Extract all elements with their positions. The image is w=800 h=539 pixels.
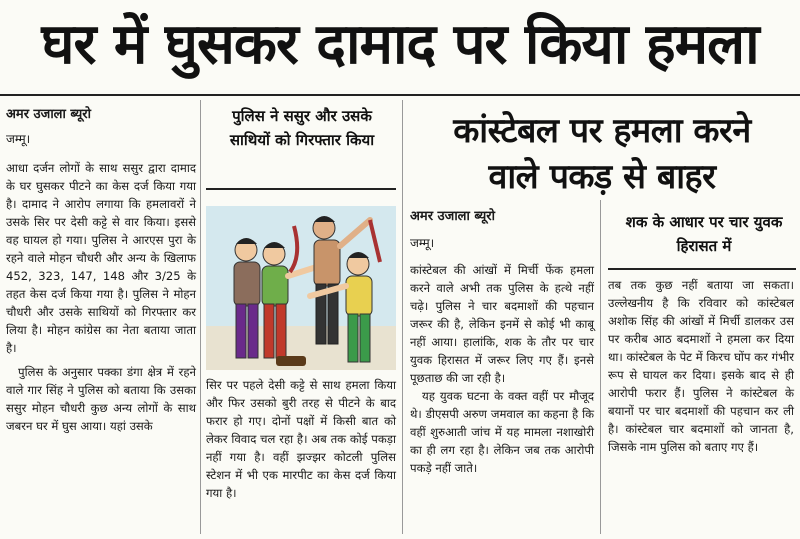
story-separator (402, 100, 403, 534)
paragraph: यह युवक घटना के वक्त वहीं पर मौजूद थे। डीएसपी अरुण जमवाल का कहना है कि वहीं शुरुआती जांच में यह मामला नशाखोरी का ही लग रहा है। लेकिन जब तक आरोपी पकड़े नहीं जाते। (410, 389, 594, 475)
column-rule (600, 200, 601, 534)
story2-dateline: जम्मू। (410, 236, 435, 250)
story2-headline-line1: कांस्टेबल पर हमला करने (453, 111, 751, 151)
story1-byline: अमर उजाला ब्यूरो (6, 107, 91, 122)
story2-column3 (410, 206, 594, 477)
story1-subhead: पुलिस ने ससुर और उसके साथियों को गिरफ्तार किया (229, 107, 375, 149)
subhead-divider (206, 188, 396, 190)
story2-body-col4: तब तक कुछ नहीं बताया जा सकता। उल्लेखनीय है कि रविवार को कांस्टेबल अशोक सिंह की आंखों में मिर्ची डालकर उस पर करीब आठ बदमाशों ने हमला कर दिया था। कांस्टेबल के पेट में किरच घोंप कर गंभीर रूप से घायल कर दिया। इसके बाद से ही आरोपी फरार हैं। पुलिस ने कांस्टेबल के बयानों पर चार बदमाशों की पहचान कर ली है। कांस्टेबल चार बदमाशों को जानता है, जिसके नाम पुलिस को बताए गए हैं। (608, 278, 794, 454)
story1-body-col1 (6, 159, 196, 435)
story2-headline-line2: वाले पकड़ से बाहर (488, 157, 716, 197)
headline-divider (0, 94, 800, 96)
subhead-divider (608, 268, 796, 270)
story1-body-col2: सिर पर पहले देसी कट्टे से साथ हमला किया और फिर उसको बुरी तरह से पीटने के बाद फरार हो गए। दोनों पक्षों में किसी बात को लेकर विवाद चल रहा है। अब तक कोई पकड़ा नहीं गया है। वहीं झज्झर कोटली पुलिस स्टेशन में भी एक मारपीट का केस दर्ज किया गया है। (206, 378, 396, 500)
paragraph: आधा दर्जन लोगों के साथ ससुर द्वारा दामाद के घर घुसकर पीटने का केस दर्ज किया गया है। दामाद ने आरोप लगाया कि हमलावरों ने उसके सिर पर देसी कट्टे से वार किया। इससे वह घायल हो गया। पुलिस ने आरएस पुरा के रहने वाले मोहन चौधरी और अन्य के खिलाफ 452, 323, 147, 148 और 3/25 के तहत केस दर्ज किया गया है। पुलिस ने मोहन चौधरी और उसके साथियों को गिरफ्तार कर लिया है। मोहन कांग्रेस का नेता बताया जाता है। (6, 161, 196, 355)
column-rule (200, 100, 201, 534)
cartoon-illustration (206, 206, 396, 370)
story1-dateline: जम्मू। (6, 132, 31, 146)
paragraph: पुलिस के अनुसार पक्का डंगा क्षेत्र में रहने वाले गार सिंह ने पुलिस को बताया कि उसका ससुर मोहन चौधरी कुछ अन्य लोगों के साथ जबरन घर में घुस आया। यहां उसके (6, 365, 196, 433)
story2-byline: अमर उजाला ब्यूरो (410, 209, 495, 224)
main-headline: घर में घुसकर दामाद पर किया हमला (41, 12, 759, 77)
paragraph: कांस्टेबल की आंखों में मिर्ची फेंक हमला करने वाले अभी तक पुलिस के हत्थे नहीं चढ़े। पुलिस ने चार बदमाशों की पहचान जरूर की है, लेकिन इनमें से कोई भी काबू नहीं आया। हालांकि, शक के तौर पर चार युवक हिरासत में जरूर लिए गए हैं। इनसे पूछताछ की जा रही है। (410, 263, 594, 385)
story1-column1 (6, 104, 196, 435)
story2-body-col3 (410, 261, 594, 477)
story2-subhead: शक के आधार पर चार युवक हिरासत में (625, 213, 783, 255)
